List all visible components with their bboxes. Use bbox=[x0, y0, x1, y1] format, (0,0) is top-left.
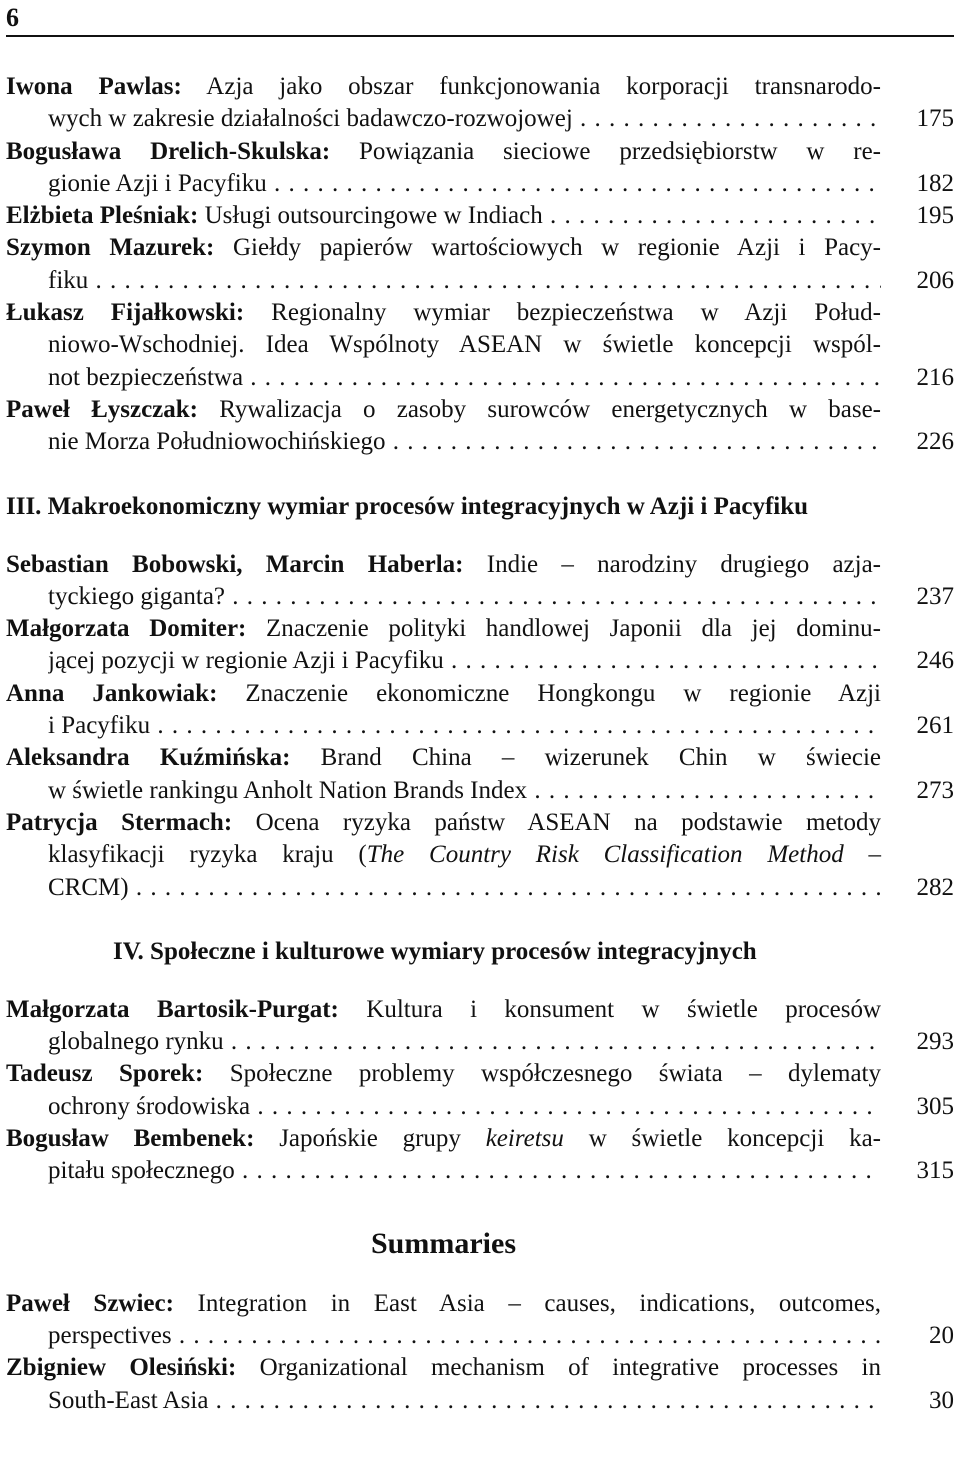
entry-title-start: Organizational mechanism of integrative processes in bbox=[259, 1354, 881, 1382]
entry-title-end bbox=[48, 168, 881, 200]
entry-page-number: 305 bbox=[916, 1092, 954, 1120]
entry-title-end-text: gionie Azji i Pacyfiku bbox=[48, 169, 267, 197]
entry-title-start: Kultura i konsument w świetle procesów bbox=[366, 995, 882, 1023]
entry-page-number: 175 bbox=[916, 105, 954, 133]
entry-title-start: Japońskie grupy keiretsu w świetle koncepcji ka- bbox=[279, 1125, 881, 1153]
entry-first-line bbox=[6, 1288, 881, 1320]
entry-title-start: Ocena ryzyka państw ASEAN na podstawie metody bbox=[255, 808, 881, 836]
toc-entry[interactable] bbox=[6, 394, 954, 459]
toc-entry[interactable] bbox=[6, 1352, 954, 1417]
entry-author: Elżbieta Pleśniak: bbox=[6, 202, 199, 230]
entry-first-line bbox=[6, 549, 881, 581]
toc-section bbox=[6, 71, 954, 459]
entry-title-start: Indie – narodziny drugiego azja- bbox=[486, 550, 881, 578]
entry-first-line bbox=[6, 742, 881, 774]
entry-title-end-text: South-East Asia bbox=[48, 1386, 209, 1414]
entry-single-line bbox=[6, 200, 881, 232]
header-rule bbox=[6, 35, 954, 37]
entry-title-end-text: globalnego rynku bbox=[48, 1028, 224, 1056]
entry-title-end-text: pitału społecznego bbox=[48, 1157, 235, 1185]
entry-title-start: Regionalny wymiar bezpieczeństwa w Azji Połud- bbox=[271, 299, 881, 327]
entry-title bbox=[6, 678, 881, 743]
entry-first-line bbox=[6, 136, 881, 168]
entry-page-number: 273 bbox=[916, 776, 954, 804]
toc-entry[interactable] bbox=[6, 1058, 954, 1123]
entry-first-line bbox=[6, 71, 881, 103]
entry-title bbox=[6, 613, 881, 678]
toc-entry[interactable] bbox=[6, 1288, 954, 1353]
entry-author: Tadeusz Sporek: bbox=[6, 1060, 204, 1088]
entry-title bbox=[6, 200, 881, 232]
entry-title-end-text: CRCM) bbox=[48, 873, 129, 901]
entry-title-end bbox=[48, 426, 881, 458]
entry-title-end-text: not bezpieczeństwa bbox=[48, 363, 244, 391]
entry-first-line bbox=[6, 232, 881, 264]
toc-entry[interactable] bbox=[6, 1123, 954, 1188]
entry-title-end bbox=[48, 710, 881, 742]
entry-title bbox=[6, 136, 881, 201]
entry-title-start: Znaczenie polityki handlowej Japonii dla jej dominu- bbox=[266, 615, 881, 643]
entry-title-start: Brand China – wizerunek Chin w świecie bbox=[320, 744, 881, 772]
entry-title bbox=[6, 1352, 881, 1417]
toc-entry[interactable] bbox=[6, 232, 954, 297]
entry-title bbox=[6, 71, 881, 136]
entry-title-end bbox=[48, 1320, 881, 1352]
entry-title-start: Społeczne problemy współczesnego świata – dylematy bbox=[229, 1060, 881, 1088]
toc-entry[interactable] bbox=[6, 678, 954, 743]
entry-title bbox=[6, 297, 881, 394]
entry-page-number: 182 bbox=[916, 169, 954, 197]
summaries-heading: Summaries bbox=[371, 1226, 516, 1260]
entry-page-number: 282 bbox=[916, 873, 954, 901]
entry-title-end-text: i Pacyfiku bbox=[48, 712, 151, 740]
entry-title bbox=[6, 742, 881, 807]
entry-title-start: Azja jako obszar funkcjonowania korporacji transnarodo- bbox=[206, 73, 882, 100]
italic-term: keiretsu bbox=[485, 1125, 564, 1153]
toc-entry[interactable] bbox=[6, 742, 954, 807]
entry-title-end-text: nie Morza Południowochińskiego bbox=[48, 428, 386, 456]
entry-title-end-text: perspectives bbox=[48, 1321, 172, 1349]
entry-first-line bbox=[6, 1352, 881, 1384]
toc-entry[interactable] bbox=[6, 807, 954, 904]
toc-entry[interactable] bbox=[6, 613, 954, 678]
entry-page-number: 315 bbox=[916, 1157, 954, 1185]
entry-first-line bbox=[6, 1058, 881, 1090]
entry-page-number: 30 bbox=[929, 1386, 954, 1414]
entry-title-end bbox=[48, 265, 881, 297]
entry-title-text: Usługi outsourcingowe w Indiach bbox=[204, 202, 543, 230]
entry-author: Paweł Szwiec: bbox=[6, 1289, 174, 1317]
entry-title-start: Integration in East Asia – causes, indications, outcomes, bbox=[197, 1289, 881, 1317]
page-number: 6 bbox=[6, 3, 19, 32]
entry-title bbox=[6, 394, 881, 459]
entry-author: Szymon Mazurek: bbox=[6, 234, 215, 262]
entry-page-number: 293 bbox=[916, 1028, 954, 1056]
entry-title bbox=[6, 1058, 881, 1123]
toc-entry[interactable] bbox=[6, 71, 954, 136]
entry-first-line bbox=[6, 678, 881, 710]
entry-title-end bbox=[48, 103, 881, 135]
entry-author: Aleksandra Kuźmińska: bbox=[6, 744, 291, 772]
section-heading: IV. Społeczne i kulturowe wymiary procesów integracyjnych bbox=[113, 937, 757, 965]
entry-author: Bogusław Bembenek: bbox=[6, 1125, 255, 1153]
italic-term: The Country Risk Classification Method bbox=[366, 841, 844, 869]
entry-title-end-text: ochrony środowiska bbox=[48, 1092, 251, 1120]
entry-title-end bbox=[48, 581, 881, 613]
entry-title bbox=[6, 232, 881, 297]
entry-author: Iwona Pawlas: bbox=[6, 73, 182, 100]
table-of-contents bbox=[6, 71, 954, 1417]
entry-title-end-text: fiku bbox=[48, 266, 89, 294]
entry-author: Sebastian Bobowski, Marcin Haberla: bbox=[6, 550, 464, 578]
entry-author: Zbigniew Olesiński: bbox=[6, 1354, 237, 1382]
entry-first-line bbox=[6, 297, 881, 329]
toc-section bbox=[6, 1224, 954, 1417]
entry-page-number: 261 bbox=[916, 712, 954, 740]
entry-author: Małgorzata Domiter: bbox=[6, 615, 247, 643]
toc-entry[interactable] bbox=[6, 549, 954, 614]
entry-first-line bbox=[6, 807, 881, 839]
entry-title-end-text: wych w zakresie działalności badawczo-rozwojowej bbox=[48, 105, 573, 133]
entry-author: Małgorzata Bartosik-Purgat: bbox=[6, 995, 339, 1023]
entry-title bbox=[6, 807, 881, 904]
entry-title-end-text: jącej pozycji w regionie Azji i Pacyfiku bbox=[48, 647, 444, 675]
entry-author: Anna Jankowiak: bbox=[6, 679, 218, 707]
entry-title bbox=[6, 994, 881, 1059]
entry-page-number: 206 bbox=[916, 266, 954, 294]
entry-first-line bbox=[6, 394, 881, 426]
entry-title-continuation: klasyfikacji ryzyka kraju (The Country Risk Classification Method – bbox=[48, 841, 882, 869]
entry-title-start: Giełdy papierów wartościowych w regionie Azji i Pacy- bbox=[232, 234, 881, 262]
entry-title-end bbox=[48, 1155, 881, 1187]
entry-title-end-text: w świetle rankingu Anholt Nation Brands Index bbox=[48, 776, 528, 804]
entry-title-end bbox=[48, 645, 881, 677]
entry-title-continuation: niowo-Wschodniej. Idea Wspólnoty ASEAN w świetle koncepcji wspól- bbox=[48, 331, 881, 359]
toc-section bbox=[6, 489, 954, 904]
entry-title-end-text: tyckiego giganta? bbox=[48, 582, 226, 610]
entry-page-number: 20 bbox=[929, 1321, 954, 1349]
entry-page-number: 237 bbox=[916, 582, 954, 610]
entry-title-end bbox=[48, 1026, 881, 1058]
toc-entry[interactable] bbox=[6, 297, 954, 394]
entry-title-end bbox=[48, 1091, 881, 1123]
entry-title-end bbox=[48, 362, 881, 394]
toc-entry[interactable] bbox=[6, 994, 954, 1059]
entry-first-line bbox=[6, 1123, 881, 1155]
entry-title-end bbox=[48, 872, 881, 904]
entry-title-start: Rywalizacja o zasoby surowców energetycznych w base- bbox=[219, 395, 881, 423]
entry-author: Patrycja Stermach: bbox=[6, 808, 233, 836]
entry-author: Paweł Łyszczak: bbox=[6, 395, 199, 423]
entry-first-line bbox=[6, 613, 881, 645]
entry-title-start: Powiązania sieciowe przedsiębiorstw w re- bbox=[359, 137, 881, 165]
entry-page-number: 226 bbox=[916, 428, 954, 456]
entry-first-line bbox=[6, 994, 881, 1026]
toc-section bbox=[6, 934, 954, 1188]
entry-author: Bogusława Drelich-Skulska: bbox=[6, 137, 331, 165]
entry-title bbox=[6, 549, 881, 614]
entry-title-end bbox=[48, 1385, 881, 1417]
entry-page-number: 195 bbox=[916, 202, 954, 230]
entry-title-end bbox=[48, 775, 881, 807]
section-heading: III. Makroekonomiczny wymiar procesów integracyjnych w Azji i Pacyfiku bbox=[6, 492, 809, 520]
entry-page-number: 246 bbox=[916, 647, 954, 675]
entry-title-start: Znaczenie ekonomiczne Hongkongu w regionie Azji bbox=[245, 679, 882, 707]
entry-page-number: 216 bbox=[916, 363, 954, 391]
toc-entry[interactable] bbox=[6, 136, 954, 201]
toc-entry[interactable] bbox=[6, 200, 954, 232]
entry-title bbox=[6, 1123, 881, 1188]
entry-title bbox=[6, 1288, 881, 1353]
entry-author: Łukasz Fijałkowski: bbox=[6, 299, 245, 327]
